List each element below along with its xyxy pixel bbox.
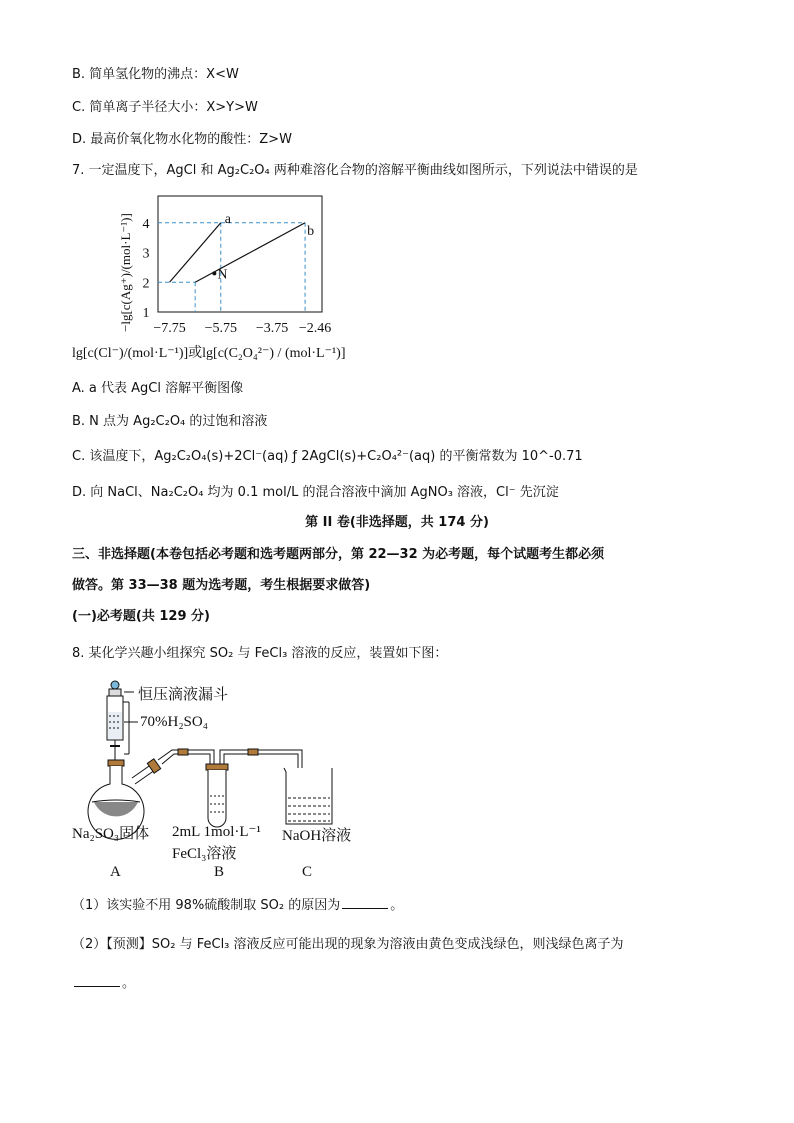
q7-option-b: B. N 点为 Ag₂C₂O₄ 的过饱和溶液	[72, 414, 268, 429]
x-tick-label: −2.46	[298, 321, 332, 336]
q6-option-c: C. 简单离子半径大小：X>Y>W	[72, 100, 258, 115]
q8-sub1	[72, 896, 403, 915]
solid-label: Na₂SO₃固体	[72, 826, 150, 842]
y-tick-label: 3	[142, 246, 150, 262]
q8-sub2: （2）【预测】SO₂ 与 FeCl₃ 溶液反应可能出现的现象为溶液由黄色变成浅绿色，则浅绿色离子为	[72, 937, 624, 952]
gas-tubing	[158, 749, 302, 812]
beaker-label: NaOH溶液	[282, 828, 352, 844]
q6-option-b: B. 简单氢化物的沸点：X<W	[72, 67, 239, 82]
x-tick-label: −5.75	[204, 321, 237, 336]
chart-y-axis-label: −lg[c(Ag⁺)/(mol·L⁻¹)]	[118, 213, 133, 332]
tube-label-1: 2mL 1mol·L⁻¹	[172, 824, 261, 840]
apparatus-letter-b: B	[214, 864, 225, 880]
answer-blank-2[interactable]	[74, 974, 120, 987]
acid-label: 70%H₂SO₄	[140, 714, 208, 730]
tube-label-2: FeCl₃溶液	[172, 846, 237, 862]
part2-title: 第 II 卷(非选择题，共 174 分)	[305, 515, 489, 530]
q7-option-a: A. a 代表 AgCl 溶解平衡图像	[72, 381, 244, 396]
section3-line2: 做答。第 33—38 题为选考题，考生根据要求做答)	[72, 578, 371, 593]
x-tick-label: −7.75	[153, 321, 186, 336]
point-N	[212, 271, 216, 275]
dropping-funnel	[107, 681, 129, 766]
y-tick-label: 2	[142, 276, 150, 292]
y-tick-label: 1	[142, 306, 150, 321]
apparatus-letter-c: C	[302, 864, 313, 880]
test-tube	[206, 764, 228, 827]
section3-line1: 三、非选择题(本卷包括必考题和选考题两部分，第 22—32 为必考题，每个试题考生都必须	[72, 547, 605, 562]
q8-sub1-text: （1）该实验不用 98%硫酸制取 SO₂ 的原因为	[72, 898, 341, 913]
x-tick-label: −3.75	[255, 321, 289, 336]
series-line-b	[195, 223, 305, 282]
q8-sub1-end: 。	[390, 898, 404, 913]
q7-stem: 7. 一定温度下，AgCl 和 Ag₂C₂O₄ 两种难溶化合物的溶解平衡曲线如图所示，下列说法中错误的是	[72, 163, 638, 178]
chart-x-axis-label: lg[c(Cl⁻)/(mol·L⁻¹)]或lg[c(C₂O₄²⁻) / (mol·L⁻¹)]	[72, 346, 346, 361]
q8-stem: 8. 某化学兴趣小组探究 SO₂ 与 FeCl₃ 溶液的反应，装置如下图：	[72, 646, 448, 661]
series-label-a: a	[224, 211, 231, 227]
required-heading: (一)必考题(共 129 分)	[72, 609, 210, 624]
q6-option-d: D. 最高价氧化物水化物的酸性：Z>W	[72, 132, 292, 147]
beaker	[284, 768, 332, 824]
chart-frame	[158, 196, 322, 312]
apparatus-letter-a: A	[110, 864, 121, 880]
funnel-label: 恒压滴液漏斗	[138, 687, 229, 703]
answer-blank-1[interactable]	[342, 896, 388, 909]
q7-option-c: C. 该温度下，Ag₂C₂O₄(s)+2Cl⁻(aq) ƒ 2AgCl(s)+C₂O₄²⁻(aq) 的平衡常数为 10^-0.71	[72, 449, 583, 464]
q8-sub2-answer	[72, 974, 135, 993]
solubility-chart	[72, 186, 392, 366]
series-label-b: b	[307, 223, 315, 239]
q8-sub2-end: 。	[122, 976, 136, 991]
q7-option-d: D. 向 NaCl、Na₂C₂O₄ 均为 0.1 mol/L 的混合溶液中滴加 AgNO₃ 溶液，Cl⁻ 先沉淀	[72, 485, 559, 500]
y-tick-label: 4	[142, 216, 150, 232]
point-label-N: N	[217, 267, 228, 283]
